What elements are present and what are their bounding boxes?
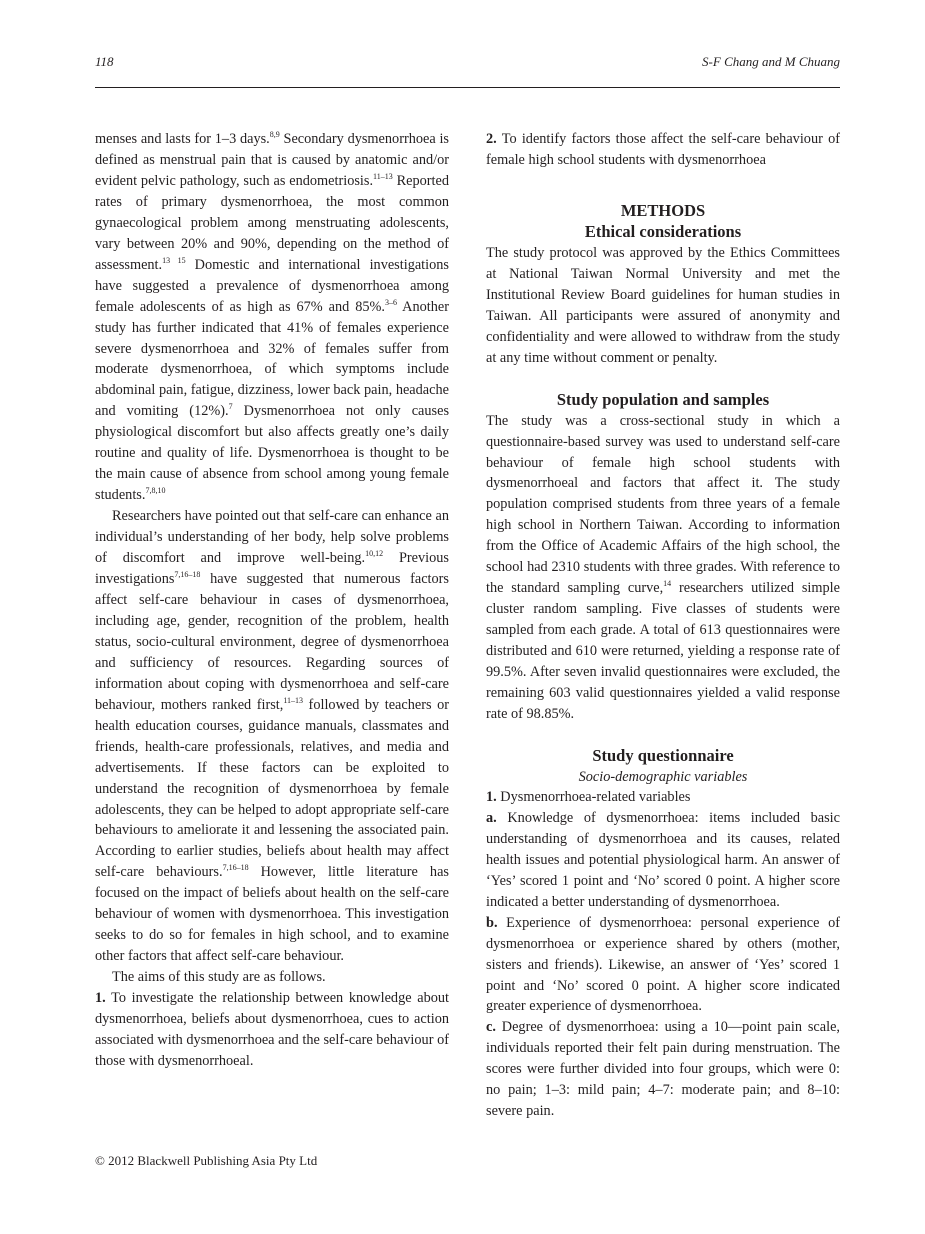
ethics-paragraph: The study protocol was approved by the Ethics Committees at National Taiwan Normal University and met the Institutional Review Board guidelines for human studies in Taiwan. All participants were assured of anonymity and confidentiality and were allowed to withdraw from the study at any time without comment or penalty. <box>486 244 840 366</box>
left-column <box>95 129 449 1072</box>
copyright-footer: © 2012 Blackwell Publishing Asia Pty Ltd <box>95 1153 318 1168</box>
sociodemographic-subheading: Socio-demographic variables <box>578 768 748 785</box>
citation: 7 <box>228 402 233 412</box>
citation: 11–13 <box>283 695 304 705</box>
header-rule <box>95 87 840 88</box>
citation: 11–13 <box>373 171 393 181</box>
aim-1: 1. To investigate the relationship between knowledge about dysmenorrhoea, beliefs about dysmenorrhoea, cues to action associated with dysmenorrhoea and the self-care behaviour of those with dysmenorrhoeal. <box>95 990 449 1069</box>
citation: 8,9 <box>269 130 280 139</box>
citation: 7,8,10 <box>145 486 166 496</box>
paragraph-self-care: Researchers have pointed out that self-care can enhance an individual’s understanding of her body, help solve problems of discomfort and improve well-being.$^{10,12}$ Previous investigations$^{7,16-18}$ have suggested that numerous factors affect self-care behaviour in cases of dysmenorrhoea, including age, gender, recognition of the problem, health status, socio-cultural environment, degree of dysmenorrhoea and sufficiency of resources. Regarding sources of information about coping with dysmenorrhoea and self-care behaviour, mothers ranked first,$^{11-13}$ followed by teachers or health education courses, guidance manuals, classmates and friends, health-care professionals, relatives, and media and advertisements. If these factors can be exploited to understand the recognition of dysmenorrhoea by female adolescents, they can be helped to adopt appropriate self-care behaviours to ameliorate it and lessening the associated pain. According to earlier studies, beliefs about health may affect self-care behaviours.$^{7,16-18}$ However, little literature has focused on the impact of beliefs about health on the self-care behaviour of women with dysmenorrhoea. This investigation seeks to do so for females in high school, and to examine other factors that affect self-care behaviour. <box>95 508 450 965</box>
methods-heading: METHODS <box>620 200 706 220</box>
citation: 13 15 <box>162 255 186 265</box>
citation: 14 <box>663 579 672 589</box>
running-header <box>95 54 840 74</box>
citation: 3–6 <box>385 297 397 307</box>
right-column <box>486 129 840 1122</box>
page-number: 118 <box>95 54 114 69</box>
population-heading: Study population and samples <box>556 389 770 409</box>
paragraph-dysmenorrhoea-prevalence: menses and lasts for 1–3 days.$^{8,9}$ Secondary dysmenorrhoea is defined as menstrual pain that is caused by anatomic and/or evident pelvic pathology, such as endometriosis.$^{11-13}$ Reported rates of primary dysmenorrhoea, the most common gynaecological problem among menstruating adolescents, vary between 20% and 90%, depending on the method of assessment.$^{13 15}$ Domestic and international investigations have suggested a prevalence of dysmenorrhoea among female adolescents of as high as 67% and 85%.$^{3-6}$ Another study has further indicated that 41% of females experience severe dysmenorrhoea and 32% of females suffer from moderate dysmenorrhoea, of which symptoms include abdominal pain, fatigue, dizziness, lower back pain, headache and vomiting (12%).$^7$ Dysmenorrhoea not only causes physiological discomfort but also affects greatly one’s daily routine and quality of life. Dysmenorrhoea is thought to be the main cause of absence from school among young female students.$^{7,8,10}$ <box>95 130 450 504</box>
population-paragraph: The study was a cross-sectional study in which a questionnaire-based survey was used to understand self-care behaviour of female high school students with dysmenorrhoeal and factors that affect it. The study population comprised students from three years of a female high school in Northern Taiwan. According to information from the Office of Academic Affairs of the high school, the school had 2310 students with three grades. With reference to the standard sampling curve,$^{14}$ researchers utilized simple cluster random sampling. Five classes of students were sampled from each grade. A total of 613 questionnaires were distributed and 610 were returned, yielding a response rate of 99.5%. After seven invalid questionnaires were excluded, the remaining 603 valid questionnaires yielded a valid response rate of 98.85%. <box>486 412 840 722</box>
paragraph-aims-intro: The aims of this study are as follows. <box>112 969 326 986</box>
ethics-heading: Ethical considerations <box>584 221 742 241</box>
item-b: b. Experience of dysmenorrhoea: personal experience of dysmenorrhoea or experience shared by others (mother, sisters and friends). Likewise, an answer of ‘Yes’ scored 1 point and ‘No’ scored 0 point. A higher score indicated greater experience of dysmenorrhoea. <box>486 914 840 1015</box>
citation: 7,16–18 <box>174 570 201 580</box>
running-authors: S-F Chang and M Chuang <box>702 54 840 69</box>
questionnaire-heading: Study questionnaire <box>592 745 734 765</box>
citation: 10,12 <box>365 549 384 559</box>
citation: 7,16–18 <box>222 863 249 873</box>
item-c: c. Degree of dysmenorrhoea: using a 10—point pain scale, individuals reported their felt pain during menstruation. The scores were further divided into four groups, which were 0: no pain; 1–3: mild pain; 4–7: moderate pain; and 8–10: severe pain. <box>486 1019 840 1120</box>
aim-2: 2. To identify factors those affect the self-care behaviour of female high school students with dysmenorrhoea <box>486 131 840 168</box>
item-a: a. Knowledge of dysmenorrhoea: items included basic understanding of dysmenorrhoea and its causes, related health issues and potential physiological harm. An answer of ‘Yes’ scored 1 point and ‘No’ scored 0 point. A higher score indicated a better understanding of dysmenorrhoea. <box>486 809 840 910</box>
item-1: 1. Dysmenorrhoea-related variables <box>486 788 691 805</box>
